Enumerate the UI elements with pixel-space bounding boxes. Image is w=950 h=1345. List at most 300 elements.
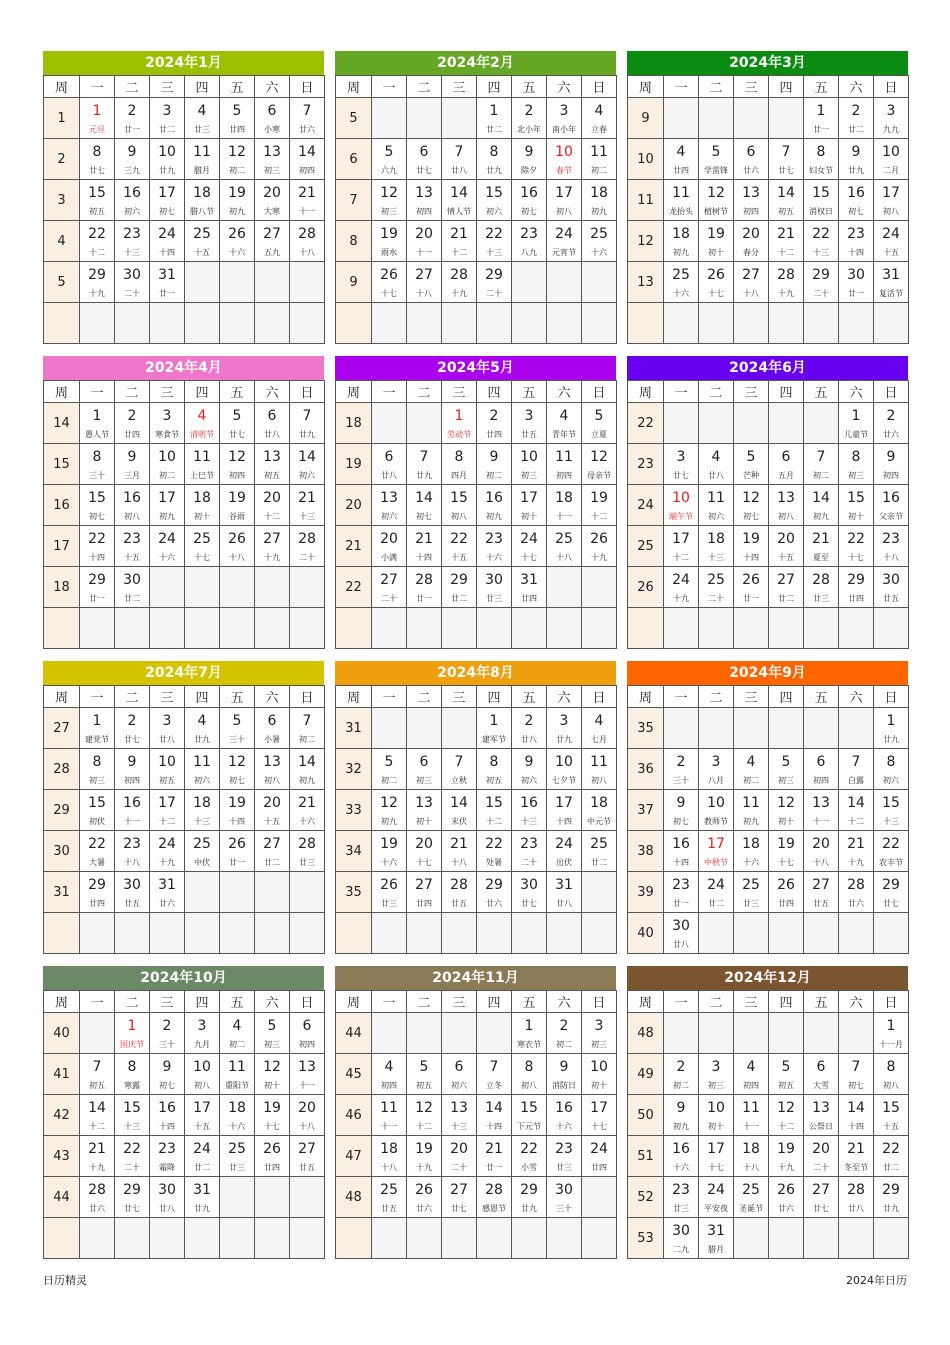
- day-cell[interactable]: [582, 831, 617, 872]
- day-cell[interactable]: [372, 262, 407, 303]
- day-cell[interactable]: [150, 790, 185, 831]
- day-cell[interactable]: [547, 1054, 582, 1095]
- day-cell[interactable]: [290, 1095, 325, 1136]
- day-cell[interactable]: [874, 221, 909, 262]
- day-cell[interactable]: [185, 526, 220, 567]
- day-cell[interactable]: [255, 98, 290, 139]
- day-cell[interactable]: [80, 1054, 115, 1095]
- day-cell[interactable]: [582, 485, 617, 526]
- day-cell[interactable]: [150, 221, 185, 262]
- day-cell[interactable]: [185, 1013, 220, 1054]
- day-cell[interactable]: [699, 872, 734, 913]
- day-cell[interactable]: [290, 98, 325, 139]
- day-cell[interactable]: [804, 749, 839, 790]
- day-cell[interactable]: [664, 180, 699, 221]
- holiday-cell[interactable]: [80, 98, 115, 139]
- day-cell[interactable]: [220, 221, 255, 262]
- day-cell[interactable]: [372, 485, 407, 526]
- day-cell[interactable]: [185, 485, 220, 526]
- day-cell[interactable]: [839, 1136, 874, 1177]
- day-cell[interactable]: [769, 139, 804, 180]
- day-cell[interactable]: [664, 1136, 699, 1177]
- day-cell[interactable]: [582, 1095, 617, 1136]
- holiday-cell[interactable]: [664, 485, 699, 526]
- day-cell[interactable]: [185, 1136, 220, 1177]
- day-cell[interactable]: [442, 526, 477, 567]
- day-cell[interactable]: [115, 567, 150, 608]
- day-cell[interactable]: [477, 1095, 512, 1136]
- day-cell[interactable]: [150, 1095, 185, 1136]
- day-cell[interactable]: [477, 749, 512, 790]
- day-cell[interactable]: [769, 567, 804, 608]
- day-cell[interactable]: [477, 1177, 512, 1218]
- day-cell[interactable]: [442, 1095, 477, 1136]
- day-cell[interactable]: [547, 872, 582, 913]
- day-cell[interactable]: [664, 1054, 699, 1095]
- day-cell[interactable]: [839, 872, 874, 913]
- day-cell[interactable]: [477, 98, 512, 139]
- day-cell[interactable]: [839, 831, 874, 872]
- day-cell[interactable]: [115, 790, 150, 831]
- day-cell[interactable]: [512, 485, 547, 526]
- day-cell[interactable]: [442, 567, 477, 608]
- day-cell[interactable]: [290, 403, 325, 444]
- day-cell[interactable]: [769, 790, 804, 831]
- day-cell[interactable]: [512, 749, 547, 790]
- day-cell[interactable]: [769, 444, 804, 485]
- day-cell[interactable]: [512, 567, 547, 608]
- day-cell[interactable]: [734, 139, 769, 180]
- day-cell[interactable]: [874, 180, 909, 221]
- day-cell[interactable]: [220, 485, 255, 526]
- day-cell[interactable]: [407, 749, 442, 790]
- day-cell[interactable]: [699, 790, 734, 831]
- day-cell[interactable]: [804, 485, 839, 526]
- day-cell[interactable]: [220, 831, 255, 872]
- day-cell[interactable]: [874, 98, 909, 139]
- day-cell[interactable]: [664, 262, 699, 303]
- day-cell[interactable]: [734, 221, 769, 262]
- day-cell[interactable]: [407, 180, 442, 221]
- day-cell[interactable]: [80, 1095, 115, 1136]
- day-cell[interactable]: [220, 1054, 255, 1095]
- day-cell[interactable]: [80, 262, 115, 303]
- day-cell[interactable]: [290, 139, 325, 180]
- day-cell[interactable]: [699, 1136, 734, 1177]
- day-cell[interactable]: [150, 749, 185, 790]
- day-cell[interactable]: [582, 1054, 617, 1095]
- day-cell[interactable]: [220, 708, 255, 749]
- day-cell[interactable]: [547, 403, 582, 444]
- day-cell[interactable]: [255, 831, 290, 872]
- day-cell[interactable]: [290, 749, 325, 790]
- day-cell[interactable]: [477, 790, 512, 831]
- day-cell[interactable]: [839, 403, 874, 444]
- day-cell[interactable]: [804, 98, 839, 139]
- day-cell[interactable]: [372, 749, 407, 790]
- day-cell[interactable]: [804, 1177, 839, 1218]
- day-cell[interactable]: [150, 1136, 185, 1177]
- day-cell[interactable]: [839, 444, 874, 485]
- day-cell[interactable]: [115, 262, 150, 303]
- day-cell[interactable]: [582, 221, 617, 262]
- day-cell[interactable]: [220, 444, 255, 485]
- day-cell[interactable]: [874, 708, 909, 749]
- day-cell[interactable]: [407, 1136, 442, 1177]
- day-cell[interactable]: [547, 221, 582, 262]
- day-cell[interactable]: [407, 790, 442, 831]
- day-cell[interactable]: [547, 526, 582, 567]
- day-cell[interactable]: [407, 567, 442, 608]
- day-cell[interactable]: [512, 1177, 547, 1218]
- day-cell[interactable]: [734, 1136, 769, 1177]
- day-cell[interactable]: [80, 567, 115, 608]
- day-cell[interactable]: [290, 526, 325, 567]
- day-cell[interactable]: [185, 749, 220, 790]
- day-cell[interactable]: [115, 1054, 150, 1095]
- day-cell[interactable]: [547, 749, 582, 790]
- day-cell[interactable]: [477, 262, 512, 303]
- day-cell[interactable]: [804, 262, 839, 303]
- day-cell[interactable]: [512, 1136, 547, 1177]
- day-cell[interactable]: [547, 98, 582, 139]
- day-cell[interactable]: [185, 180, 220, 221]
- day-cell[interactable]: [477, 1054, 512, 1095]
- day-cell[interactable]: [185, 1177, 220, 1218]
- day-cell[interactable]: [185, 1095, 220, 1136]
- day-cell[interactable]: [407, 526, 442, 567]
- day-cell[interactable]: [839, 262, 874, 303]
- day-cell[interactable]: [80, 1136, 115, 1177]
- day-cell[interactable]: [547, 444, 582, 485]
- day-cell[interactable]: [255, 1136, 290, 1177]
- day-cell[interactable]: [80, 790, 115, 831]
- day-cell[interactable]: [804, 221, 839, 262]
- day-cell[interactable]: [150, 180, 185, 221]
- day-cell[interactable]: [407, 444, 442, 485]
- day-cell[interactable]: [115, 1177, 150, 1218]
- day-cell[interactable]: [839, 567, 874, 608]
- day-cell[interactable]: [80, 485, 115, 526]
- day-cell[interactable]: [839, 1054, 874, 1095]
- day-cell[interactable]: [699, 1054, 734, 1095]
- day-cell[interactable]: [734, 831, 769, 872]
- day-cell[interactable]: [115, 708, 150, 749]
- day-cell[interactable]: [115, 831, 150, 872]
- day-cell[interactable]: [664, 221, 699, 262]
- day-cell[interactable]: [769, 262, 804, 303]
- day-cell[interactable]: [407, 139, 442, 180]
- holiday-cell[interactable]: [115, 1013, 150, 1054]
- holiday-cell[interactable]: [442, 403, 477, 444]
- day-cell[interactable]: [804, 444, 839, 485]
- holiday-cell[interactable]: [547, 139, 582, 180]
- day-cell[interactable]: [734, 790, 769, 831]
- day-cell[interactable]: [839, 98, 874, 139]
- day-cell[interactable]: [664, 526, 699, 567]
- day-cell[interactable]: [477, 444, 512, 485]
- day-cell[interactable]: [734, 1054, 769, 1095]
- day-cell[interactable]: [290, 1054, 325, 1095]
- day-cell[interactable]: [582, 708, 617, 749]
- day-cell[interactable]: [442, 139, 477, 180]
- day-cell[interactable]: [512, 708, 547, 749]
- day-cell[interactable]: [220, 1095, 255, 1136]
- day-cell[interactable]: [407, 1095, 442, 1136]
- day-cell[interactable]: [255, 1054, 290, 1095]
- day-cell[interactable]: [80, 444, 115, 485]
- day-cell[interactable]: [734, 567, 769, 608]
- day-cell[interactable]: [407, 1054, 442, 1095]
- day-cell[interactable]: [582, 139, 617, 180]
- day-cell[interactable]: [150, 526, 185, 567]
- day-cell[interactable]: [769, 872, 804, 913]
- day-cell[interactable]: [185, 221, 220, 262]
- day-cell[interactable]: [512, 1095, 547, 1136]
- day-cell[interactable]: [477, 872, 512, 913]
- day-cell[interactable]: [769, 749, 804, 790]
- day-cell[interactable]: [115, 872, 150, 913]
- day-cell[interactable]: [115, 403, 150, 444]
- day-cell[interactable]: [477, 139, 512, 180]
- day-cell[interactable]: [582, 98, 617, 139]
- day-cell[interactable]: [734, 485, 769, 526]
- day-cell[interactable]: [477, 1136, 512, 1177]
- day-cell[interactable]: [839, 139, 874, 180]
- day-cell[interactable]: [477, 708, 512, 749]
- day-cell[interactable]: [115, 180, 150, 221]
- day-cell[interactable]: [290, 790, 325, 831]
- day-cell[interactable]: [547, 1177, 582, 1218]
- day-cell[interactable]: [734, 526, 769, 567]
- day-cell[interactable]: [582, 749, 617, 790]
- day-cell[interactable]: [115, 749, 150, 790]
- day-cell[interactable]: [255, 139, 290, 180]
- day-cell[interactable]: [255, 180, 290, 221]
- day-cell[interactable]: [664, 872, 699, 913]
- day-cell[interactable]: [769, 1177, 804, 1218]
- day-cell[interactable]: [512, 180, 547, 221]
- day-cell[interactable]: [547, 1136, 582, 1177]
- day-cell[interactable]: [512, 831, 547, 872]
- day-cell[interactable]: [220, 98, 255, 139]
- day-cell[interactable]: [80, 221, 115, 262]
- day-cell[interactable]: [769, 831, 804, 872]
- day-cell[interactable]: [407, 485, 442, 526]
- day-cell[interactable]: [874, 526, 909, 567]
- day-cell[interactable]: [512, 1013, 547, 1054]
- day-cell[interactable]: [699, 444, 734, 485]
- day-cell[interactable]: [255, 526, 290, 567]
- day-cell[interactable]: [185, 98, 220, 139]
- day-cell[interactable]: [699, 485, 734, 526]
- day-cell[interactable]: [115, 485, 150, 526]
- day-cell[interactable]: [372, 526, 407, 567]
- day-cell[interactable]: [769, 485, 804, 526]
- day-cell[interactable]: [804, 790, 839, 831]
- day-cell[interactable]: [220, 1013, 255, 1054]
- day-cell[interactable]: [290, 708, 325, 749]
- holiday-cell[interactable]: [699, 831, 734, 872]
- day-cell[interactable]: [477, 831, 512, 872]
- day-cell[interactable]: [512, 1054, 547, 1095]
- day-cell[interactable]: [874, 1054, 909, 1095]
- day-cell[interactable]: [372, 1136, 407, 1177]
- day-cell[interactable]: [804, 1136, 839, 1177]
- day-cell[interactable]: [547, 1095, 582, 1136]
- day-cell[interactable]: [407, 831, 442, 872]
- day-cell[interactable]: [372, 872, 407, 913]
- day-cell[interactable]: [582, 790, 617, 831]
- day-cell[interactable]: [80, 403, 115, 444]
- day-cell[interactable]: [150, 1054, 185, 1095]
- day-cell[interactable]: [372, 180, 407, 221]
- day-cell[interactable]: [769, 526, 804, 567]
- day-cell[interactable]: [150, 444, 185, 485]
- day-cell[interactable]: [804, 180, 839, 221]
- day-cell[interactable]: [372, 1095, 407, 1136]
- day-cell[interactable]: [80, 139, 115, 180]
- day-cell[interactable]: [80, 708, 115, 749]
- day-cell[interactable]: [804, 139, 839, 180]
- day-cell[interactable]: [442, 872, 477, 913]
- day-cell[interactable]: [734, 749, 769, 790]
- day-cell[interactable]: [839, 221, 874, 262]
- day-cell[interactable]: [150, 485, 185, 526]
- day-cell[interactable]: [185, 1054, 220, 1095]
- day-cell[interactable]: [372, 444, 407, 485]
- day-cell[interactable]: [664, 913, 699, 954]
- day-cell[interactable]: [547, 831, 582, 872]
- day-cell[interactable]: [185, 831, 220, 872]
- day-cell[interactable]: [372, 1054, 407, 1095]
- day-cell[interactable]: [220, 1136, 255, 1177]
- day-cell[interactable]: [290, 1013, 325, 1054]
- day-cell[interactable]: [769, 1136, 804, 1177]
- day-cell[interactable]: [699, 139, 734, 180]
- day-cell[interactable]: [220, 790, 255, 831]
- day-cell[interactable]: [839, 485, 874, 526]
- day-cell[interactable]: [512, 526, 547, 567]
- day-cell[interactable]: [547, 708, 582, 749]
- day-cell[interactable]: [512, 221, 547, 262]
- day-cell[interactable]: [115, 98, 150, 139]
- day-cell[interactable]: [769, 1054, 804, 1095]
- day-cell[interactable]: [874, 567, 909, 608]
- day-cell[interactable]: [185, 708, 220, 749]
- day-cell[interactable]: [80, 526, 115, 567]
- day-cell[interactable]: [512, 444, 547, 485]
- day-cell[interactable]: [734, 180, 769, 221]
- day-cell[interactable]: [442, 180, 477, 221]
- day-cell[interactable]: [477, 567, 512, 608]
- day-cell[interactable]: [582, 444, 617, 485]
- day-cell[interactable]: [769, 180, 804, 221]
- day-cell[interactable]: [699, 1177, 734, 1218]
- day-cell[interactable]: [477, 180, 512, 221]
- day-cell[interactable]: [115, 1136, 150, 1177]
- day-cell[interactable]: [664, 1095, 699, 1136]
- day-cell[interactable]: [874, 1177, 909, 1218]
- day-cell[interactable]: [804, 831, 839, 872]
- day-cell[interactable]: [804, 872, 839, 913]
- day-cell[interactable]: [115, 1095, 150, 1136]
- day-cell[interactable]: [220, 180, 255, 221]
- day-cell[interactable]: [115, 139, 150, 180]
- day-cell[interactable]: [442, 262, 477, 303]
- day-cell[interactable]: [372, 567, 407, 608]
- day-cell[interactable]: [582, 180, 617, 221]
- day-cell[interactable]: [150, 98, 185, 139]
- day-cell[interactable]: [372, 831, 407, 872]
- day-cell[interactable]: [734, 1177, 769, 1218]
- day-cell[interactable]: [734, 872, 769, 913]
- day-cell[interactable]: [582, 1136, 617, 1177]
- day-cell[interactable]: [290, 831, 325, 872]
- day-cell[interactable]: [839, 790, 874, 831]
- day-cell[interactable]: [255, 749, 290, 790]
- day-cell[interactable]: [769, 1095, 804, 1136]
- day-cell[interactable]: [115, 444, 150, 485]
- day-cell[interactable]: [734, 444, 769, 485]
- day-cell[interactable]: [874, 485, 909, 526]
- day-cell[interactable]: [839, 526, 874, 567]
- day-cell[interactable]: [769, 221, 804, 262]
- day-cell[interactable]: [442, 221, 477, 262]
- day-cell[interactable]: [512, 872, 547, 913]
- day-cell[interactable]: [839, 1177, 874, 1218]
- day-cell[interactable]: [150, 708, 185, 749]
- day-cell[interactable]: [664, 790, 699, 831]
- day-cell[interactable]: [80, 749, 115, 790]
- day-cell[interactable]: [512, 98, 547, 139]
- day-cell[interactable]: [150, 403, 185, 444]
- day-cell[interactable]: [664, 567, 699, 608]
- day-cell[interactable]: [699, 180, 734, 221]
- day-cell[interactable]: [582, 403, 617, 444]
- day-cell[interactable]: [734, 262, 769, 303]
- day-cell[interactable]: [185, 444, 220, 485]
- day-cell[interactable]: [442, 749, 477, 790]
- day-cell[interactable]: [442, 1177, 477, 1218]
- day-cell[interactable]: [80, 872, 115, 913]
- day-cell[interactable]: [290, 180, 325, 221]
- day-cell[interactable]: [185, 790, 220, 831]
- day-cell[interactable]: [442, 790, 477, 831]
- day-cell[interactable]: [512, 139, 547, 180]
- day-cell[interactable]: [804, 567, 839, 608]
- day-cell[interactable]: [874, 1095, 909, 1136]
- day-cell[interactable]: [407, 1177, 442, 1218]
- day-cell[interactable]: [185, 139, 220, 180]
- day-cell[interactable]: [442, 1136, 477, 1177]
- day-cell[interactable]: [220, 749, 255, 790]
- day-cell[interactable]: [150, 262, 185, 303]
- day-cell[interactable]: [874, 403, 909, 444]
- day-cell[interactable]: [874, 262, 909, 303]
- day-cell[interactable]: [699, 567, 734, 608]
- day-cell[interactable]: [874, 831, 909, 872]
- day-cell[interactable]: [442, 485, 477, 526]
- day-cell[interactable]: [874, 749, 909, 790]
- day-cell[interactable]: [477, 526, 512, 567]
- day-cell[interactable]: [150, 139, 185, 180]
- day-cell[interactable]: [874, 444, 909, 485]
- day-cell[interactable]: [664, 1177, 699, 1218]
- holiday-cell[interactable]: [185, 403, 220, 444]
- day-cell[interactable]: [699, 749, 734, 790]
- day-cell[interactable]: [477, 403, 512, 444]
